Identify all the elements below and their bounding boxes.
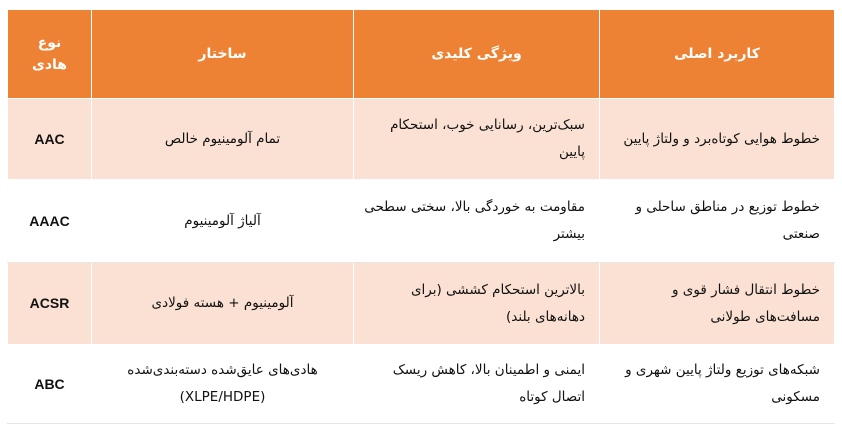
conductor-comparison-table [7, 9, 835, 424]
feature-cell: بالاترین استحکام کششی (برای دهانه‌های بلند) [354, 263, 600, 345]
header-row [8, 10, 835, 99]
feature-cell: مقاومت به خوردگی بالا، سختی سطحی بیشتر [354, 180, 600, 263]
conductor-comparison-table-wrapper [7, 9, 835, 424]
usage-cell: شبکه‌های توزیع ولتاژ پایین شهری و مسکونی [600, 345, 835, 424]
type-cell: ABC [8, 345, 92, 424]
feature-cell: سبک‌ترین، رسانایی خوب، استحکام پایین [354, 99, 600, 180]
structure-cell: تمام آلومینیوم خالص [92, 99, 354, 180]
structure-cell: آلیاژ آلومینیوم [92, 180, 354, 263]
structure-cell: هادی‌های عایق‌شده دسته‌بندی‌شده (XLPE/HDPE) [92, 345, 354, 424]
table-row [8, 180, 835, 263]
header-structure-label: ساختار [198, 46, 247, 62]
table-row [8, 99, 835, 180]
header-features [354, 10, 600, 99]
header-features-label: ویژگی کلیدی [431, 46, 522, 62]
header-structure [92, 10, 354, 99]
header-type [8, 10, 92, 99]
type-cell: AAC [8, 99, 92, 180]
type-cell: AAAC [8, 180, 92, 263]
table-row [8, 345, 835, 424]
type-cell: ACSR [8, 263, 92, 345]
usage-cell: خطوط انتقال فشار قوی و مسافت‌های طولانی [600, 263, 835, 345]
header-usage-label: کاربرد اصلی [674, 46, 760, 62]
header-type-label: نوع هادی [32, 35, 67, 73]
structure-cell: آلومینیوم + هسته فولادی [92, 263, 354, 345]
usage-cell: خطوط توزیع در مناطق ساحلی و صنعتی [600, 180, 835, 263]
header-usage [600, 10, 835, 99]
feature-cell: ایمنی و اطمینان بالا، کاهش ریسک اتصال کوتاه [354, 345, 600, 424]
usage-cell: خطوط هوایی کوتاه‌برد و ولتاژ پایین [600, 99, 835, 180]
table-row [8, 263, 835, 345]
